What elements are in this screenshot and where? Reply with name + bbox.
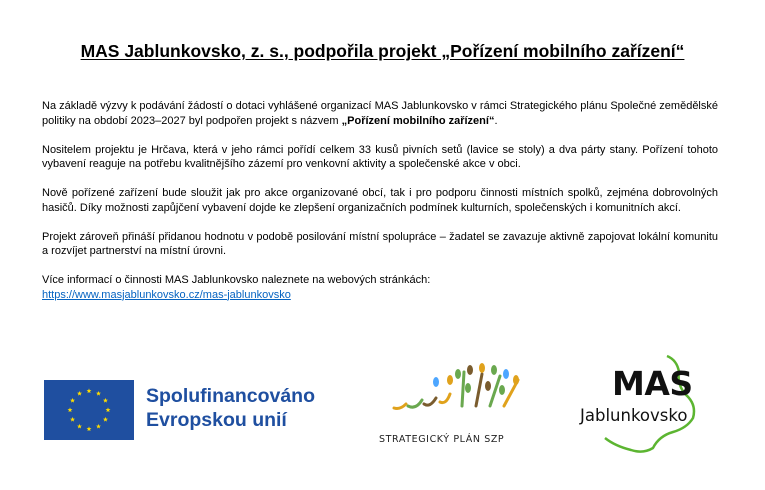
mas-logo-title: MAS — [612, 364, 693, 403]
mas-logo-subtitle: Jablunkovsko — [580, 406, 688, 425]
eu-label-line2: Evropskou unií — [146, 409, 287, 431]
intro-suffix: . — [494, 114, 498, 127]
logo-strip — [0, 360, 765, 490]
eu-flag-icon — [44, 380, 134, 440]
eu-cofinanced-label — [146, 384, 315, 432]
paragraph-holder: Nositelem projektu je Hrčava, která v jeho rámci pořídí celkem 33 kusů pivních setů (lavice se stoly) a dva párty stany. Pořízení tohoto vybavení reaguje na potřebu kvalitnějšího zázemí pro venkovní aktivity a společenské akce v obci. — [42, 143, 718, 170]
website-link[interactable]: https://www.masjablunkovsko.cz/mas-jablunkovsko — [42, 288, 291, 301]
project-name: „Pořízení mobilního zařízení“ — [341, 114, 495, 127]
intro-text: Na základě výzvy k podávání žádostí o dotaci vyhlášené organizací MAS Jablunkovsko v rámci Strategického plánu Společné zemědělské politiky na období 2023–2027 byl podpořen projekt s názvem — [42, 100, 718, 127]
paragraph-value: Projekt zároveň přináší přidanou hodnotu v podobě posilování místní spolupráce – žadatel se zavazuje aktivně zapojovat lokální komunitu a rozvíjet partnerství na místní úrovni. — [42, 230, 718, 257]
article-body — [42, 99, 718, 317]
szp-sprouts-icon — [372, 360, 532, 460]
paragraph-usage: Nově pořízené zařízení bude sloužit jak pro akce organizované obcí, tak i pro podporu činnosti místních spolků, zejména dobrovolných hasičů. Díky možnosti zapůjčení vybavení dojde ke zlepšení organizačních podmínek kulturních, společenských i komunitních akcí. — [42, 187, 718, 214]
more-info-text: Více informací o činnosti MAS Jablunkovsko naleznete na webových stránkách: — [42, 274, 431, 286]
page-title: MAS Jablunkovsko, z. s., podpořila projekt „Pořízení mobilního zařízení“ — [80, 41, 685, 61]
eu-label-line1: Spolufinancováno — [146, 385, 316, 407]
paragraph-more-info — [42, 273, 718, 302]
szp-caption: STRATEGICKÝ PLÁN SZP — [379, 434, 505, 445]
paragraph-intro — [42, 99, 718, 128]
